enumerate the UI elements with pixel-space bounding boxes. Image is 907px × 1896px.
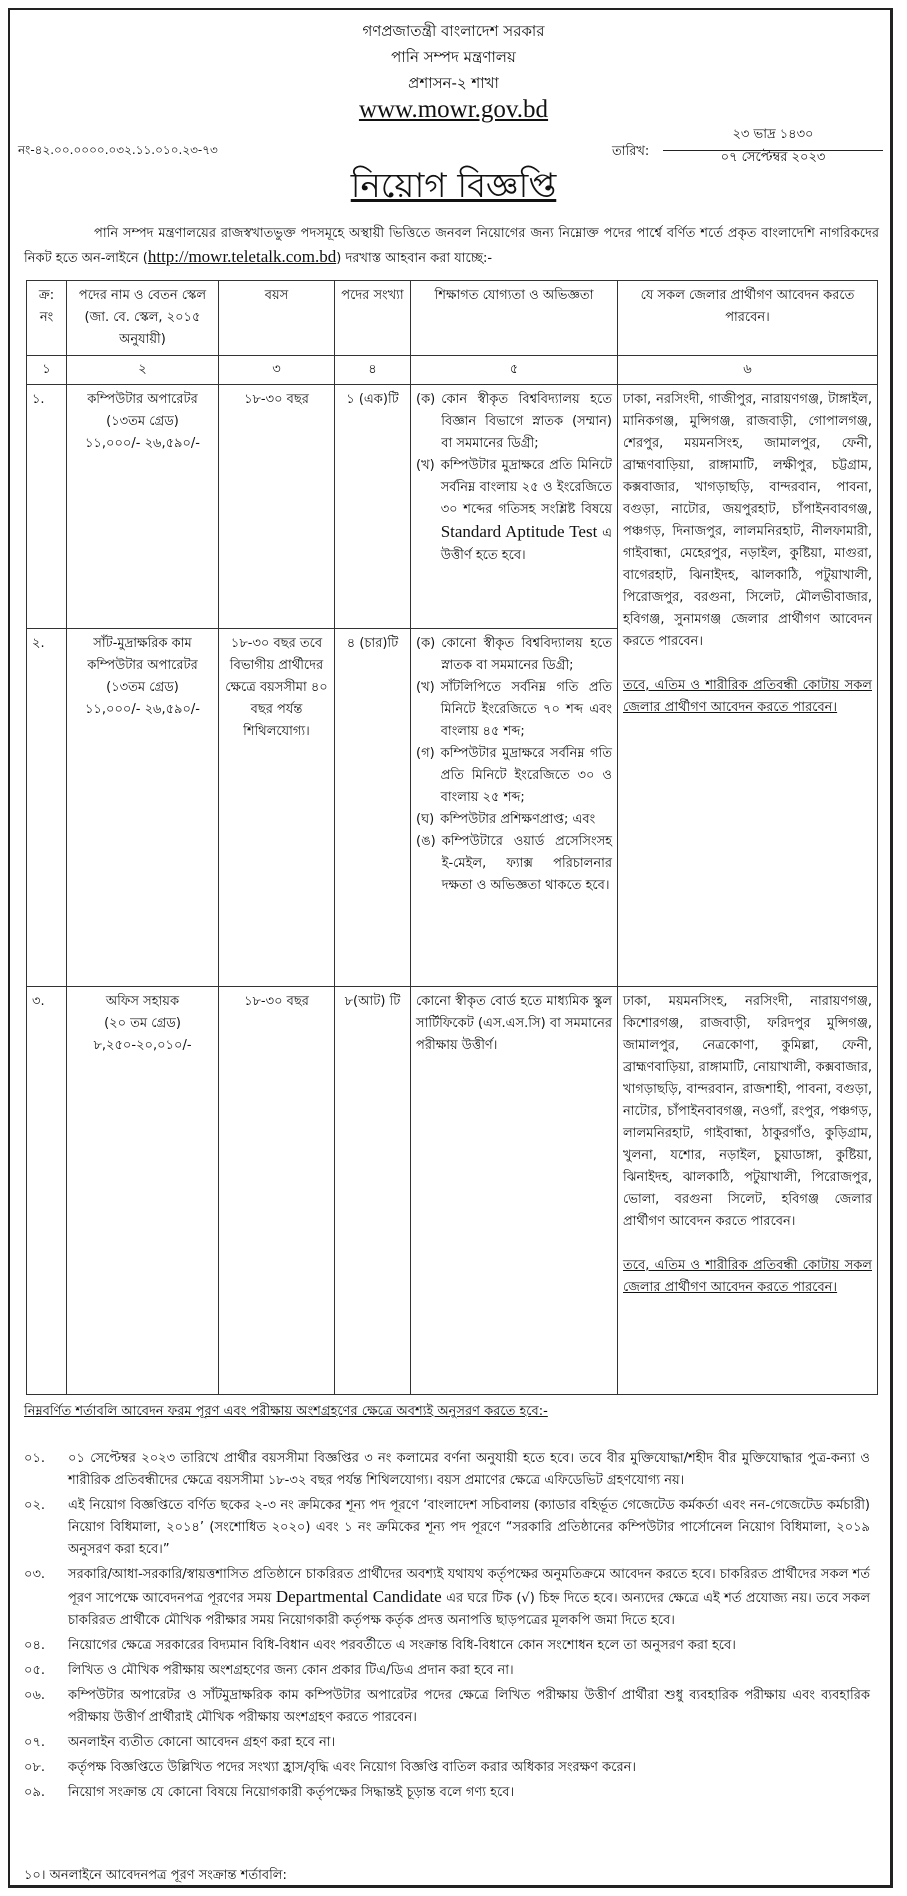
qualification-cell	[411, 629, 618, 987]
post-count: ৪ (চার)টি	[335, 629, 411, 987]
pay-scale: ১১,০০০/- ২৬,৫৯০/-	[85, 702, 200, 717]
item-text: কোন স্বীকৃত বিশ্ববিদ্যালয় হতে বিজ্ঞান বিভাগে স্নাতক (সম্মান) বা সমমানের ডিগ্রী;	[441, 392, 612, 451]
item-key: (খ)	[416, 680, 435, 695]
serial: ২.	[27, 629, 67, 987]
qualification-item	[416, 809, 612, 831]
condition-10-heading: ১০। অনলাইনে আবেদনপত্র পূরণ সংক্রান্ত শর্তাবলি:	[24, 1868, 287, 1883]
post-name: কম্পিউটার অপারেটর	[87, 392, 198, 407]
condition-text: অনলাইন ব্যতীত কোনো আবেদন গ্রহণ করা হবে না।	[68, 1735, 336, 1750]
col-header: পদের নাম ও বেতন স্কেল (জা. বে. স্কেল, ২০১৫ অনুযায়ী)	[67, 281, 219, 356]
condition-number: ০৫.	[24, 1663, 46, 1678]
condition-text: ০১ সেপ্টেম্বর ২০২৩ তারিখে প্রার্থীর বয়সসীমা বিজ্ঞপ্তির ৩ নং কলামের বর্ণনা অনুযায়ী হতে হবে। তবে বীর মুক্তিযোদ্ধা/শহীদ বীর মুক্তিযোদ্ধার পুত্র-কন্যা ও শারীরিক প্রতিবন্ধীদের ক্ষেত্রে বয়সসীমা ১৮-৩২ বছর পর্যন্ত শিথিলযোগ্য। বয়স প্রমাণের ক্ষেত্রে এফিডেভিট গ্রহণযোগ্য নয়।	[68, 1451, 870, 1488]
item-text: কম্পিউটার মুদ্রাক্ষরে সর্বনিম্ন গতি প্রতি মিনিটে ইংরেজিতে ৩০ ও বাংলায় ২৫ শব্দ;	[440, 746, 612, 805]
condition-item	[24, 1732, 870, 1754]
condition-number: ০৩.	[24, 1567, 46, 1582]
grade: (১৩তম গ্রেড)	[106, 414, 179, 429]
section-name: প্রশাসন-২ শাখা	[408, 74, 499, 92]
item-key: (ক)	[416, 392, 436, 407]
condition-item	[24, 1495, 870, 1561]
item-text: কম্পিউটার প্রশিক্ষণপ্রাপ্ত; এবং	[440, 812, 596, 827]
conditions-list	[24, 1448, 870, 1807]
grade: (২০ তম গ্রেড)	[104, 1016, 181, 1031]
condition-number: ০৮.	[24, 1760, 46, 1775]
condition-number: ০৭.	[24, 1735, 46, 1750]
qualification-item	[416, 743, 612, 809]
condition-item	[24, 1635, 870, 1657]
col-number: ২	[67, 356, 219, 385]
govt-name: গণপ্রজাতন্ত্রী বাংলাদেশ সরকার	[362, 22, 545, 40]
item-key: (ঙ)	[416, 834, 436, 849]
condition-text: লিখিত ও মৌখিক পরীক্ষায় অংশগ্রহণের জন্য কোন প্রকার টিএ/ডিএ প্রদান করা হবে না।	[68, 1663, 514, 1678]
eligible-districts: ঢাকা, ময়মনসিংহ, নরসিংদী, নারায়ণগঞ্জ, কিশোরগঞ্জ, রাজবাড়ী, ফরিদপুর মুন্সিগঞ্জ, জামালপুর, নেত্রকোণা, কুমিল্লা, ফেনী, ব্রাহ্মণবাড়িয়া, রাঙ্গামাটি, নোয়াখালী, কক্সবাজার, খাগড়াছড়ি, বান্দরবান, রাজশাহী, পাবনা, বগুড়া, নাটোর, চাঁপাইনবাবগঞ্জ, নওগাঁ, রংপুর, পঞ্চগড়, লালমনিরহাট, গাইবান্ধা, ঠাকুরগাঁও, কুড়িগ্রাম, খুলনা, যশোর, নড়াইল, চুয়াডাঙ্গা, কুষ্টিয়া, ঝিনাইদহ, ঝালকাঠি, পটুয়াখালী, পিরোজপুর, ভোলা, বরগুনা সিলেট, হবিগঞ্জ জেলার প্রার্থীগণ আবেদন করতে পারবেন।	[623, 994, 872, 1229]
qualification-cell	[411, 385, 618, 629]
item-key: (ক)	[416, 636, 436, 651]
condition-item	[24, 1757, 870, 1779]
age: ১৮-৩০ বছর	[219, 385, 335, 629]
condition-text	[68, 1564, 870, 1632]
intro-text-end: ) দরখাস্ত আহবান করা যাচ্ছে:-	[336, 251, 493, 266]
condition-item	[24, 1685, 870, 1729]
col-header: ক্র: নং	[27, 281, 67, 356]
condition-text: কম্পিউটার অপারেটর ও সাঁটমুদ্রাক্ষরিক কাম কম্পিউটার অপারেটর পদের ক্ষেত্রে লিখিত পরীক্ষায় উত্তীর্ণ প্রার্থীরা শুধু ব্যবহারিক পরীক্ষায় এবং ব্যবহারিক পরীক্ষায় উত্তীর্ণ প্রার্থীরাই মৌখিক পরীক্ষায় অংশগ্রহণ করতে পারবেন।	[68, 1688, 870, 1725]
col-number: ৩	[219, 356, 335, 385]
qualification-cell: কোনো স্বীকৃত বোর্ড হতে মাধ্যমিক স্কুল সার্টিফিকেট (এস.এস.সি) বা সমমানের পরীক্ষায় উত্তীর্ণ।	[411, 987, 618, 1395]
apply-url-link[interactable]: http://mowr.teletalk.com.bd	[147, 247, 337, 266]
column-number-row	[27, 356, 878, 385]
item-text: কম্পিউটারে ওয়ার্ড প্রসেসিংসহ ই-মেইল, ফ্যাক্স পরিচালনার দক্ষতা ও অভিজ্ঞতা থাকতে হবে।	[441, 834, 612, 893]
date-bangla: ২৩ ভাদ্র ১৪৩০	[663, 125, 883, 151]
condition-text: এই নিয়োগ বিজ্ঞপ্তিতে বর্ণিত ছকের ২-৩ নং ক্রমিকের শূন্য পদ পূরণে ‘বাংলাদেশ সচিবালয় (ক্যাডার বহির্ভূত গেজেটেড কর্মকর্তা এবং নন-গেজেটেড কর্মচারী) নিয়োগ বিধিমালা, ২০১৪’ (সংশোধিত ২০২০) এবং ১ নং ক্রমিকের শূন্য পদ পূরণে “সরকারি প্রতিষ্ঠানের কম্পিউটার পার্সোনেল নিয়োগ বিধিমালা, ২০১৯ অনুসরণ করা হবে।”	[68, 1498, 870, 1557]
condition-number: ০২.	[24, 1498, 46, 1513]
age: ১৮-৩০ বছর	[219, 987, 335, 1395]
item-text: সাঁটলিপিতে সর্বনিম্ন গতি প্রতি মিনিটে ইংরেজিতে ৭০ শব্দ এবং বাংলায় ৪৫ শব্দ;	[440, 680, 612, 739]
condition-text-english: Departmental Candidate	[275, 1587, 442, 1606]
vacancy-table	[26, 280, 878, 1395]
item-key: (ঘ)	[416, 812, 435, 827]
condition-number: ০৪.	[24, 1638, 46, 1653]
post-cell	[67, 629, 219, 987]
condition-text: কর্তৃপক্ষ বিজ্ঞপ্তিতে উল্লিখিত পদের সংখ্যা হ্রাস/বৃদ্ধি এবং নিয়োগ বিজ্ঞপ্তি বাতিল করার অধিকার সংরক্ষণ করেন।	[68, 1760, 637, 1775]
memo-number: নং-৪২.০০.০০০০.০৩২.১১.০১০.২৩-৭৩	[18, 143, 218, 157]
serial: ৩.	[27, 987, 67, 1395]
page-title: নিয়োগ বিজ্ঞপ্তি	[350, 166, 557, 206]
pay-scale: ১১,০০০/- ২৬,৫৯০/-	[85, 436, 200, 451]
table-row	[27, 987, 878, 1395]
table-row	[27, 385, 878, 629]
pay-scale: ৮,২৫০-২০,০১০/-	[93, 1038, 192, 1053]
qualification-item	[416, 455, 612, 567]
post-count: ১ (এক)টি	[335, 385, 411, 629]
intro-text: পানি সম্পদ মন্ত্রণালয়ের রাজস্বখাতভুক্ত পদসমূহে অস্থায়ী ভিত্তিতে জনবল নিয়োগের জন্য নিম্নোক্ত পদের পার্শ্বে বর্ণিত শর্তে প্রকৃত বাংলাদেশি নাগরিকদের নিকট হতে অন-লাইনে (	[24, 226, 879, 266]
condition-item	[24, 1564, 870, 1632]
qualification-item	[416, 831, 612, 897]
condition-item	[24, 1782, 870, 1804]
item-text-english: Standard Aptitude Test	[440, 522, 598, 541]
qualification-item	[416, 633, 612, 677]
quota-note: তবে, এতিম ও শারীরিক প্রতিবন্ধী কোটায় সকল জেলার প্রার্থীগণ আবেদন করতে পারবেন।	[623, 678, 872, 715]
condition-text-part: সরকারি/আধা-সরকারি/স্বায়ত্তশাসিত প্রতিষ্ঠানে চাকরিরত প্রার্থীদের অবশ্যই যথাযথ কর্তৃপক্ষের অনুমতিক্রমে আবেদন করতে হবে। চাকরিরত প্রার্থীদের সকল শর্ত পূরণ সাপেক্ষে আবেদনপত্র পূরণের সময়	[68, 1567, 870, 1606]
condition-number: ০১.	[24, 1451, 46, 1466]
post-name: অফিস সহায়ক	[105, 994, 180, 1009]
date-english: ০৭ সেপ্টেম্বর ২০২৩	[720, 150, 826, 165]
age: ১৮-৩০ বছর তবে বিভাগীয় প্রার্থীদের ক্ষেত্রে বয়সসীমা ৪০ বছর পর্যন্ত শিথিলযোগ্য।	[219, 629, 335, 987]
condition-text: নিয়োগ সংক্রান্ত যে কোনো বিষয়ে নিয়োগকারী কর্তৃপক্ষের সিদ্ধান্তই চূড়ান্ত বলে গণ্য হবে।	[68, 1785, 515, 1800]
qualification-item	[416, 389, 612, 455]
col-number: ৪	[335, 356, 411, 385]
condition-text-tail: এর ঘরে টিক (√) চিহ্ন দিতে হবে। অন্যদের ক্ষেত্রে এই শর্ত প্রযোজ্য নয়। তবে সকল চাকরিরত প্রার্থীকে মৌখিক পরীক্ষার সময় নিয়োগকারী কর্তৃপক্ষ কর্তৃক প্রদত্ত অনাপত্তি ছাড়পত্রের মূলকপি জমা দিতে হবে।	[68, 1591, 871, 1628]
quota-note: তবে, এতিম ও শারীরিক প্রতিবন্ধী কোটায় সকল জেলার প্রার্থীগণ আবেদন করতে পারবেন।	[623, 1258, 872, 1295]
eligible-districts: ঢাকা, নরসিংদী, গাজীপুর, নারায়ণগঞ্জ, টাঙ্গাইল, মানিকগঞ্জ, মুন্সিগঞ্জ, রাজবাড়ী, গোপালগঞ্জ, শেরপুর, ময়মনসিংহ, জামালপুর, ফেনী, ব্রাহ্মণবাড়িয়া, রাঙ্গামাটি, লক্ষীপুর, চট্টগ্রাম, কক্সবাজার, খাগড়াছড়ি, বান্দরবান, পাবনা, বগুড়া, নাটোর, জয়পুরহাট, চাঁপাইনবাবগঞ্জ, পঞ্চগড়, দিনাজপুর, লালমনিরহাট, নীলফামারী, গাইবান্ধা, মেহেরপুর, নড়াইল, কুষ্টিয়া, মাগুরা, বাগেরহাট, ঝিনাইদহ, ঝালকাঠি, পটুয়াখালী, পিরোজপুর, বরগুনা, সিলেট, মৌলভীবাজার, হবিগঞ্জ, সুনামগঞ্জ জেলার প্রার্থীগণ আবেদন করতে পারবেন।	[623, 392, 872, 649]
date-label: তারিখ:	[612, 144, 650, 159]
condition-number: ০৯.	[24, 1785, 46, 1800]
website-link[interactable]: www.mowr.gov.bd	[358, 96, 549, 123]
post-count: ৮(আট) টি	[335, 987, 411, 1395]
col-header: শিক্ষাগত যোগ্যতা ও অভিজ্ঞতা	[411, 281, 618, 356]
col-number: ৬	[618, 356, 878, 385]
col-header: পদের সংখ্যা	[335, 281, 411, 356]
post-cell	[67, 385, 219, 629]
item-text-part: কম্পিউটার মুদ্রাক্ষরে প্রতি মিনিটে সর্বনিম্ন বাংলায় ২৫ ও ইংরেজিতে ৩০ শব্দের গতিসহ সংশ্লিষ্ট বিষয়ে	[440, 458, 612, 517]
col-header: বয়স	[219, 281, 335, 356]
ministry-name: পানি সম্পদ মন্ত্রণালয়	[391, 48, 516, 66]
condition-item	[24, 1660, 870, 1682]
col-number: ৫	[411, 356, 618, 385]
item-text: কোনো স্বীকৃত বিশ্ববিদ্যালয় হতে স্নাতক বা সমমানের ডিগ্রী;	[441, 636, 612, 673]
table-header-row	[27, 281, 878, 356]
grade: (১৩তম গ্রেড)	[106, 680, 179, 695]
condition-number: ০৬.	[24, 1688, 46, 1703]
col-header: যে সকল জেলার প্রার্থীগণ আবেদন করতে পারবেন।	[618, 281, 878, 356]
condition-item	[24, 1448, 870, 1492]
condition-text: নিয়োগের ক্ষেত্রে সরকারের বিদ্যমান বিধি-বিধান এবং পরবর্তীতে এ সংক্রান্ত বিধি-বিধানে কোন সংশোধন হলে তা অনুসরণ করা হবে।	[68, 1638, 736, 1653]
districts-cell	[618, 385, 878, 987]
qualification-item	[416, 677, 612, 743]
districts-cell	[618, 987, 878, 1395]
item-key: (খ)	[416, 458, 435, 473]
intro-paragraph	[24, 222, 879, 270]
col-number: ১	[27, 356, 67, 385]
post-name: সাঁট-মুদ্রাক্ষরিক কাম কম্পিউটার অপারেটর	[87, 636, 198, 673]
serial: ১.	[27, 385, 67, 629]
item-text	[441, 455, 612, 567]
conditions-heading: নিম্নবর্ণিত শর্তাবলি আবেদন ফরম পূরণ এবং পরীক্ষায় অংশগ্রহণের ক্ষেত্রে অবশ্যই অনুসরণ করতে হবে:-	[24, 1404, 548, 1419]
item-text-tail: এ উত্তীর্ণ হতে হবে।	[440, 526, 612, 563]
item-key: (গ)	[416, 746, 435, 761]
post-cell	[67, 987, 219, 1395]
